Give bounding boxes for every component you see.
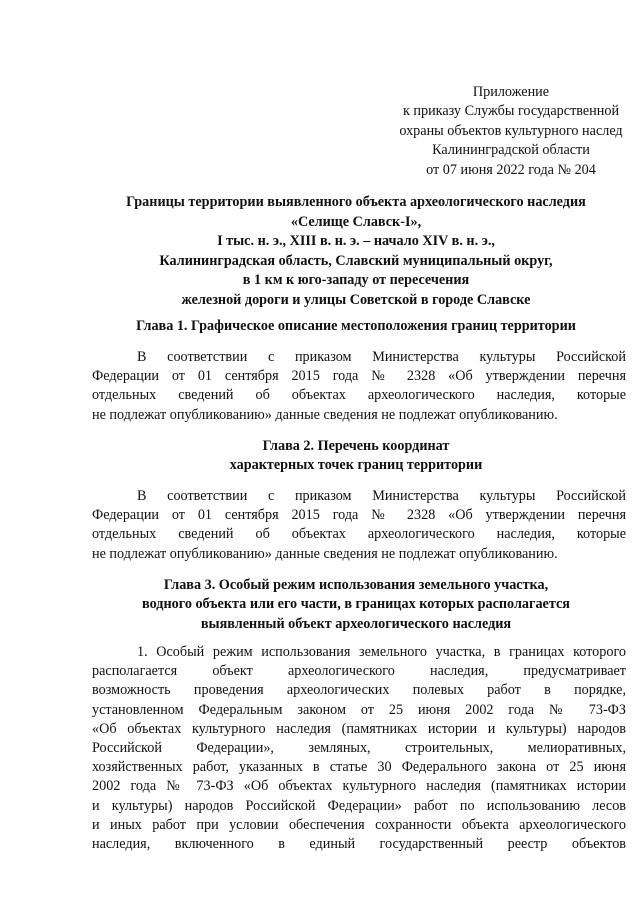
heading-line: Глава 2. Перечень координат [262,438,450,454]
chapter3-heading [100,576,612,634]
chapter2-paragraph [92,487,626,564]
appendix-line: к приказу Службы государственной [402,103,620,120]
paragraph-line: Российской Федерации», земляных, строительных, мелиоративных, [92,739,626,756]
heading-line: водного объекта или его части, в границах которых располагается [142,596,570,613]
heading-line: Глава 3. Особый режим использования земельного участка, [163,577,549,593]
paragraph-line: установленном Федеральным законом от 25 июня 2002 года № 73-ФЗ [92,701,626,718]
paragraph-line: и иных работ при условии обеспечения сохранности объекта археологического [92,816,626,833]
heading-line: выявленный объект археологического наследия [200,615,512,632]
heading-line: характерных точек границ территории [229,457,483,474]
paragraph-line: «Об объектах культурного наследия (памятниках истории и культуры) народов [92,720,626,737]
paragraph-line: отдельных сведений об объектах археологического наследия, которые [92,387,626,404]
appendix-line: от 07 июня 2022 года № 204 [426,161,596,178]
title-line: в 1 км к юго-западу от пересечения [242,272,470,289]
appendix-line: Калининградской области [432,142,590,159]
chapter1-paragraph [92,348,626,425]
paragraph-line: 1. Особый режим использования земельного участка, в границах которого [137,644,626,660]
paragraph-line: 2002 года № 73-ФЗ «Об объектах культурного наследия (памятниках истории [92,778,626,795]
paragraph-line: хозяйственных работ, указанных в статье 30 Федерального закона от 25 июня [92,759,626,776]
paragraph-line: не подлежат опубликованию» данные сведения не подлежат опубликованию. [92,545,558,562]
chapter2-heading [100,437,612,476]
paragraph-line: Федерации от 01 сентября 2015 года № 2328 «Об утверждении перечня [92,368,626,385]
document-title [100,193,612,311]
appendix-line: Приложение [472,84,550,100]
paragraph-line: и культуры) народов Российской Федерации» работ по использованию лесов [92,797,626,814]
paragraph-line: располагается объект археологического наследия, предусматривает [92,663,626,680]
title-line: «Селище Славск-I», [290,213,422,230]
paragraph-line: В соответствии с приказом Министерства культуры Российской [137,349,626,365]
paragraph-line: Федерации от 01 сентября 2015 года № 2328 «Об утверждении перечня [92,507,626,524]
title-line: Границы территории выявленного объекта археологического наследия [126,194,586,210]
chapter1-heading [100,317,612,336]
heading-line: Глава 1. Графическое описание местоположения границ территории [136,318,576,334]
paragraph-line: В соответствии с приказом Министерства культуры Российской [137,488,626,504]
paragraph-line: не подлежат опубликованию» данные сведения не подлежат опубликованию. [92,406,558,423]
paragraph-line: наследия, включенного в единый государственный реестр объектов [92,835,626,852]
title-line: Калининградская область, Славский муниципальный округ, [159,252,553,269]
appendix-block [382,83,640,180]
title-line: I тыс. н. э., XIII в. н. э. – начало XIV в. н. э., [217,233,495,250]
paragraph-line: отдельных сведений об объектах археологического наследия, которые [92,526,626,543]
chapter3-paragraph [92,643,626,854]
title-line: железной дороги и улицы Советской в городе Славске [181,291,531,308]
appendix-line: охраны объектов культурного наслед [399,122,623,139]
paragraph-line: возможность проведения археологических полевых работ в порядке, [92,682,626,699]
